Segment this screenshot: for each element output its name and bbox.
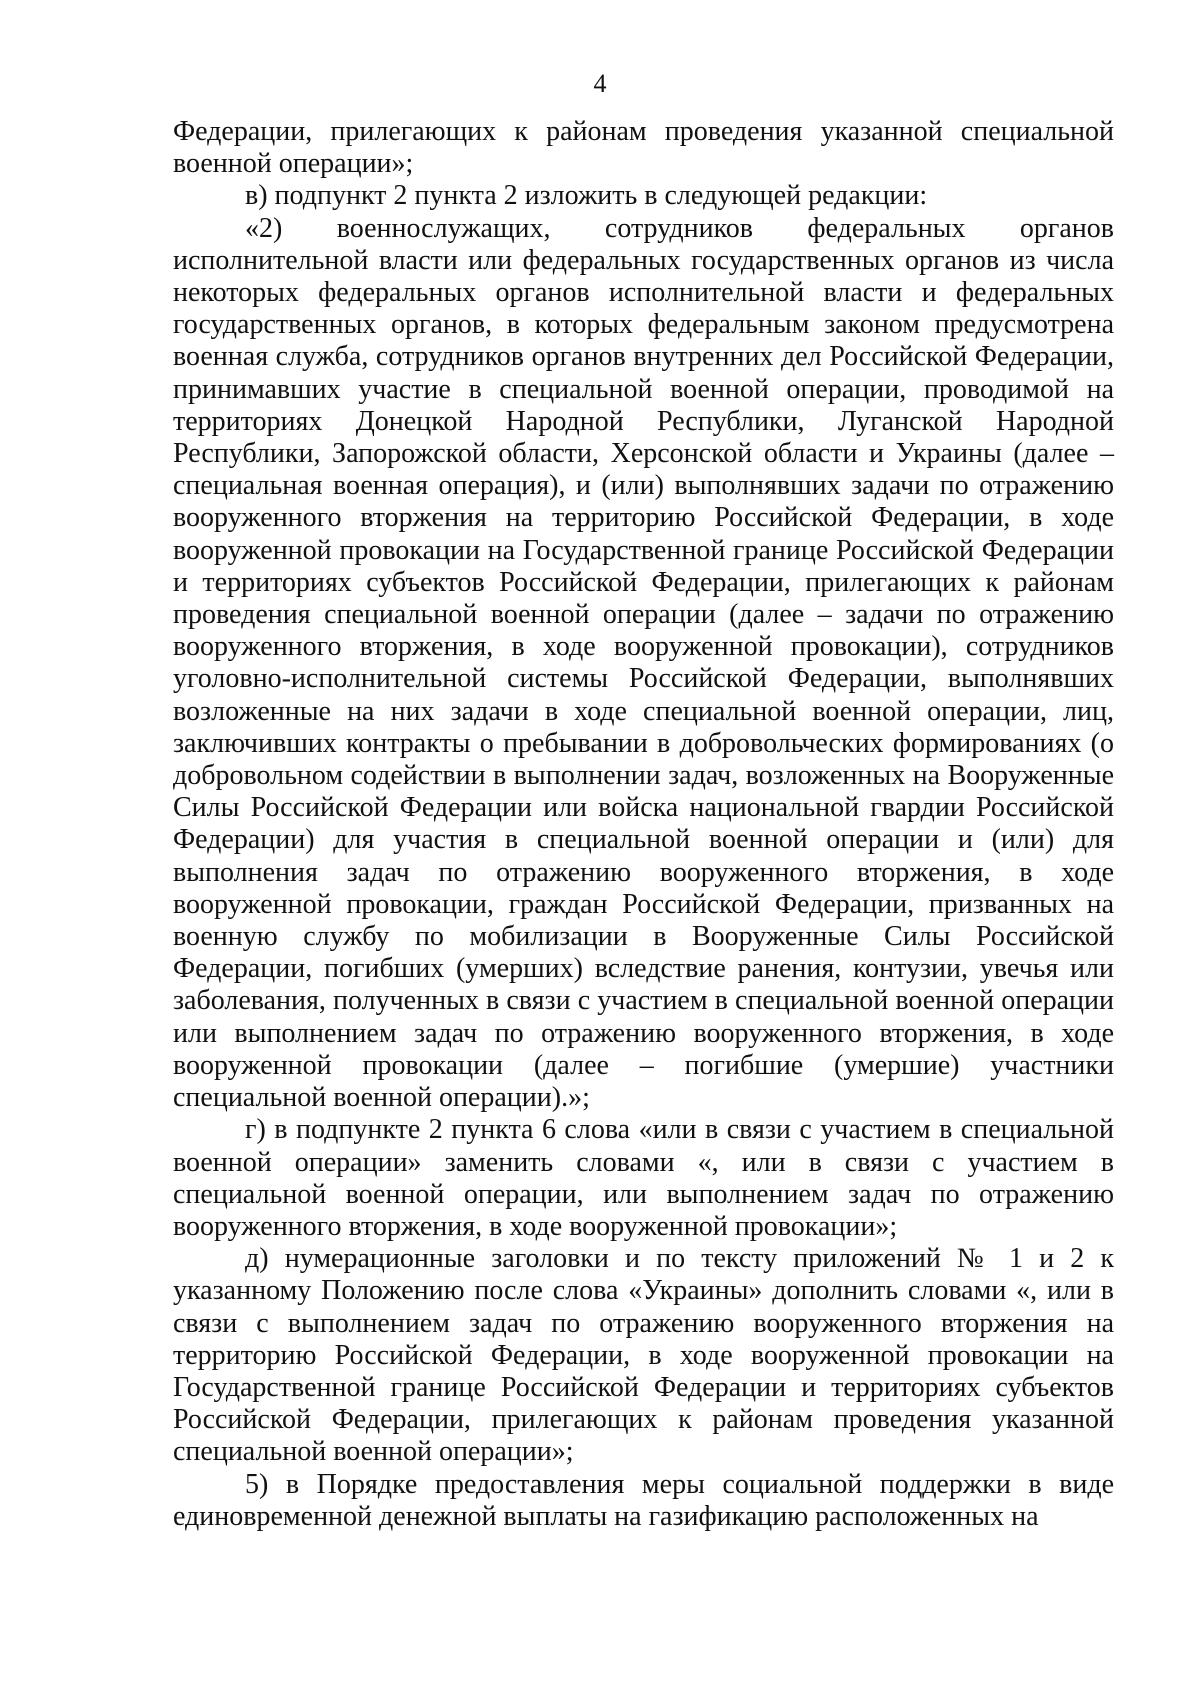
paragraph: Федерации, прилегающих к районам проведения указанной специальной военной операции»; <box>173 116 1114 180</box>
paragraph: в) подпункт 2 пункта 2 изложить в следующей редакции: <box>245 180 928 212</box>
paragraph: г) в подпункте 2 пункта 6 слова «или в связи с участием в специальной военной операции» заменить словами «, или в связи с участием в специальной военной операции, или выполнением задач по отражению вооруженного вторжения, в ходе вооруженной провокации»; <box>173 1114 1114 1242</box>
paragraph: д) нумерационные заголовки и по тексту приложений № 1 и 2 к указанному Положению после слова «Украины» дополнить словами «, или в связи с выполнением задач по отражению вооруженного вторжения на территорию Российской Федерации, в ходе вооруженной провокации на Государственной границе Российской Федерации и территориях субъектов Российской Федерации, прилегающих к районам проведения указанной специальной военной операции»; <box>173 1243 1114 1468</box>
paragraph: 5) в Порядке предоставления меры социальной поддержки в виде единовременной денежной выплаты на газификацию расположенных на <box>173 1468 1114 1532</box>
paragraph: «2) военнослужащих, сотрудников федеральных органов исполнительной власти или федеральных государственных органов из числа некоторых федеральных органов исполнительной власти и федеральных государственных органов, в которых федеральным законом предусмотрена военная служба, сотрудников органов внутренних дел Российской Федерации, принимавших участие в специальной военной операции, проводимой на территориях Донецкой Народной Республики, Луганской Народной Республики, Запорожской области, Херсонской области и Украины (далее – специальная военная операция), и (или) выполнявших задачи по отражению вооруженного вторжения на территорию Российской Федерации, в ходе вооруженной провокации на Государственной границе Российской Федерации и территориях субъектов Российской Федерации, прилегающих к районам проведения специальной военной операции (далее – задачи по отражению вооруженного вторжения, в ходе вооруженной провокации), сотрудников уголовно-исполнительной системы Российской Федерации, выполнявших возложенные на них задачи в ходе специальной военной операции, лиц, заключивших контракты о пребывании в добровольческих формированиях (о добровольном содействии в выполнении задач, возложенных на Вооруженные Силы Российской Федерации или войска национальной гвардии Российской Федерации) для участия в специальной военной операции и (или) для выполнения задач по отражению вооруженного вторжения, в ходе вооруженной провокации, граждан Российской Федерации, призванных на военную службу по мобилизации в Вооруженные Силы Российской Федерации, погибших (умерших) вследствие ранения, контузии, увечья или заболевания, полученных в связи с участием в специальной военной операции или выполнением задач по отражению вооруженного вторжения, в ходе вооруженной провокации (далее – погибшие (умершие) участники специальной военной операции).»; <box>173 212 1114 1114</box>
page-number: 4 <box>593 69 607 98</box>
document-body <box>173 116 1114 1533</box>
